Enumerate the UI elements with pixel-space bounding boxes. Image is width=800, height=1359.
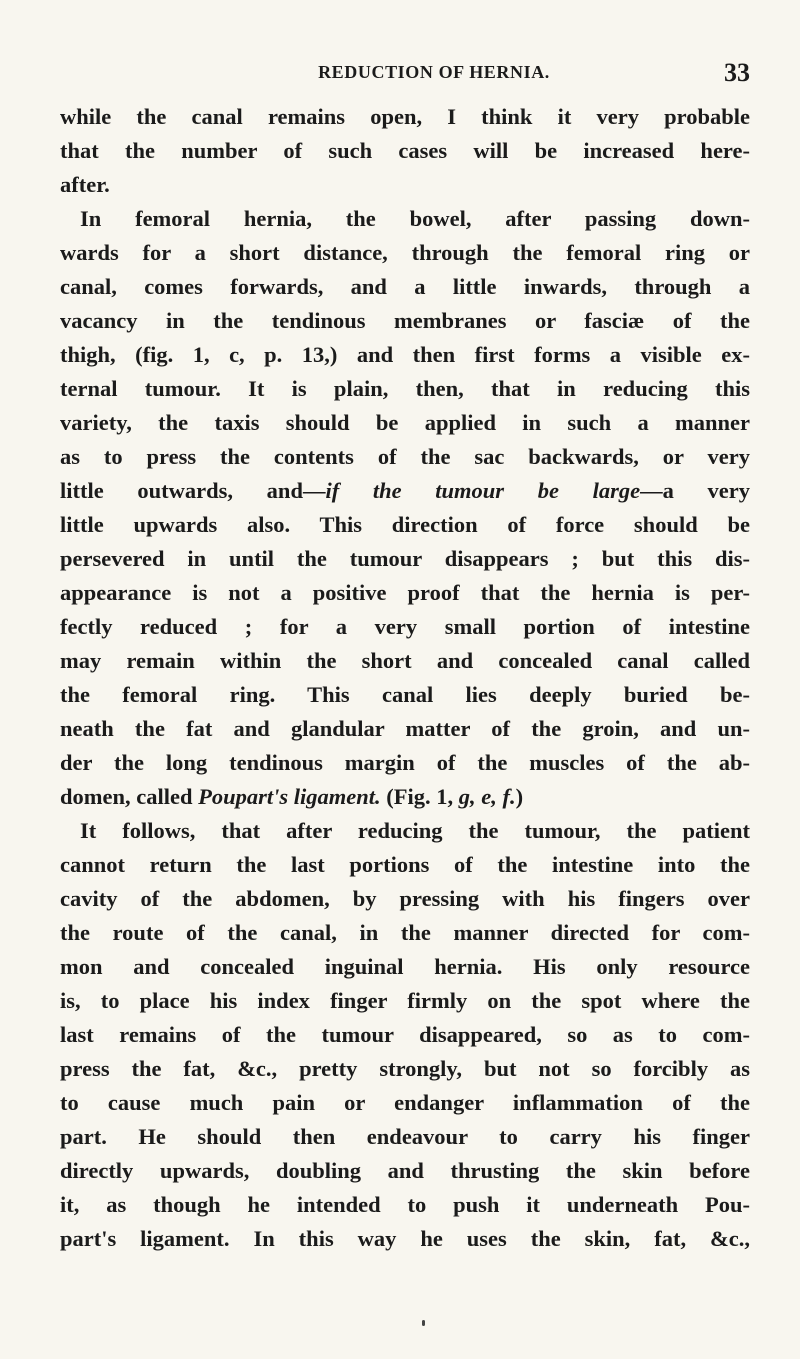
text-line: thigh, (fig. 1, c, p. 13,) and then first forms a visible ex- — [60, 342, 750, 367]
text-line: It follows, that after reducing the tumour, the patient — [80, 818, 750, 843]
text-line: after. — [60, 172, 110, 197]
body-text — [60, 100, 750, 1256]
text-line: der the long tendinous margin of the muscles of the ab- — [60, 750, 750, 775]
text-line: domen, called Poupart's ligament. (Fig. 1, g, e, f.) — [60, 784, 524, 809]
text-line: directly upwards, doubling and thrusting the skin before — [60, 1158, 750, 1183]
text-line: last remains of the tumour disappeared, so as to com- — [60, 1022, 750, 1047]
text-line: wards for a short distance, through the femoral ring or — [60, 240, 750, 265]
text-line: part. He should then endeavour to carry his finger — [60, 1124, 750, 1149]
text-line: cavity of the abdomen, by pressing with his fingers over — [60, 886, 750, 911]
text-line: it, as though he intended to push it underneath Pou- — [60, 1192, 750, 1217]
text-line: In femoral hernia, the bowel, after passing down- — [80, 206, 750, 231]
page-number: 33 — [724, 58, 750, 87]
text-line: neath the fat and glandular matter of the groin, and un- — [60, 716, 750, 741]
text-line: appearance is not a positive proof that the hernia is per- — [60, 580, 750, 605]
italic-phrase: if the tumour be large — [325, 478, 641, 503]
text-line: persevered in until the tumour disappears ; but this dis- — [60, 546, 750, 571]
text-line: is, to place his index finger firmly on the spot where the — [60, 988, 750, 1013]
italic-phrase: Poupart's ligament. — [198, 784, 381, 809]
text-line: variety, the taxis should be applied in such a manner — [60, 410, 750, 435]
text-line: cannot return the last portions of the intestine into the — [60, 852, 750, 877]
text-line: while the canal remains open, I think it very probable — [60, 104, 750, 129]
text-line: vacancy in the tendinous membranes or fasciæ of the — [60, 308, 750, 333]
text-line: press the fat, &c., pretty strongly, but not so forcibly as — [60, 1056, 750, 1081]
text-line: little outwards, and—if the tumour be large—a very — [60, 478, 750, 503]
running-head — [60, 58, 750, 94]
text-line: may remain within the short and concealed canal called — [60, 648, 750, 673]
text-line: to cause much pain or endanger inflammation of the — [60, 1090, 750, 1115]
running-title: REDUCTION OF HERNIA. — [318, 62, 550, 82]
text-line: that the number of such cases will be increased here- — [60, 138, 750, 163]
text-line: little upwards also. This direction of force should be — [60, 512, 750, 537]
ink-speck — [422, 1320, 425, 1326]
text-line: mon and concealed inguinal hernia. His only resource — [60, 954, 750, 979]
text-line: as to press the contents of the sac backwards, or very — [60, 444, 750, 469]
italic-phrase: g, e, f. — [458, 784, 516, 809]
text-line: ternal tumour. It is plain, then, that in reducing this — [60, 376, 750, 401]
text-line: canal, comes forwards, and a little inwards, through a — [60, 274, 750, 299]
text-line: part's ligament. In this way he uses the skin, fat, &c., — [60, 1226, 750, 1251]
text-line: the route of the canal, in the manner directed for com- — [60, 920, 750, 945]
text-line: fectly reduced ; for a very small portion of intestine — [60, 614, 750, 639]
text-line: the femoral ring. This canal lies deeply buried be- — [60, 682, 750, 707]
